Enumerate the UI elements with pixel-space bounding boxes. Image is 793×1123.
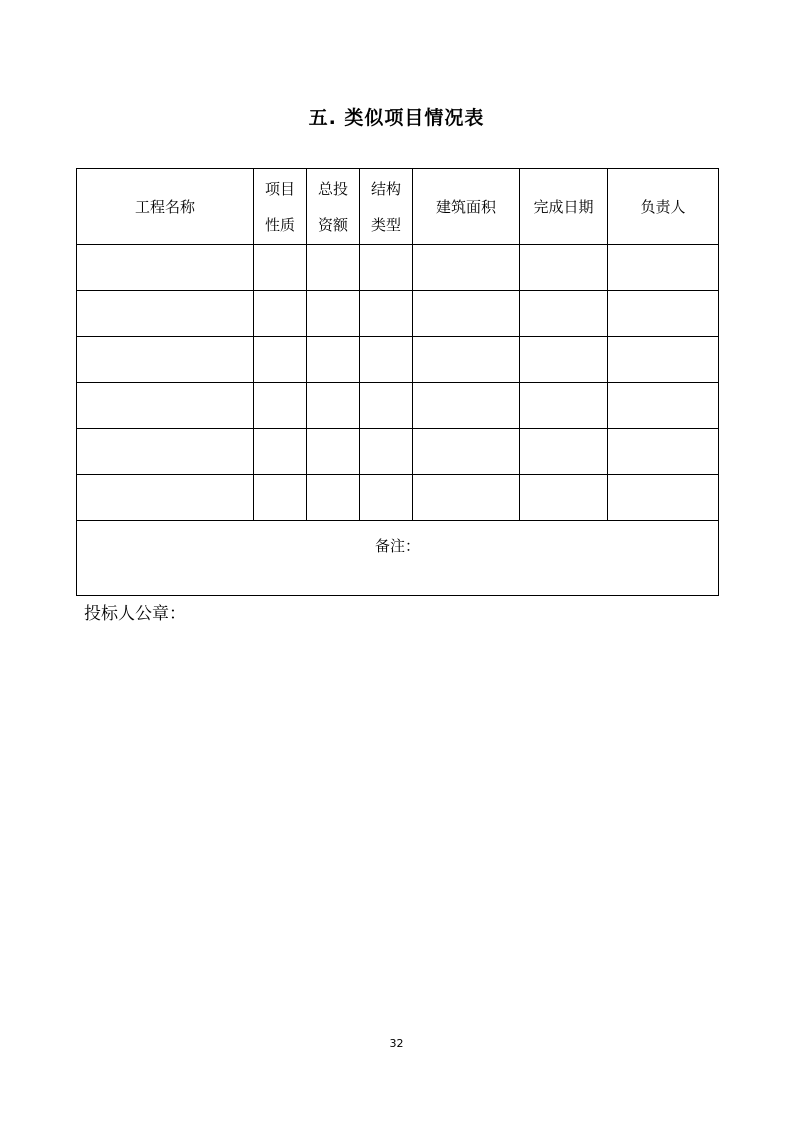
header-project-name: 工程名称	[77, 169, 254, 245]
page-title: 五. 类似项目情况表	[308, 107, 485, 129]
table-cell[interactable]	[307, 429, 360, 475]
table-row	[77, 429, 719, 475]
table-cell[interactable]	[413, 429, 520, 475]
table-cell[interactable]	[608, 383, 719, 429]
table-cell[interactable]	[608, 337, 719, 383]
table-cell[interactable]	[520, 475, 608, 521]
table-cell[interactable]	[608, 245, 719, 291]
table-cell[interactable]	[360, 291, 413, 337]
table-cell[interactable]	[413, 475, 520, 521]
table-cell[interactable]	[254, 429, 307, 475]
table-cell[interactable]	[254, 383, 307, 429]
similar-projects-table	[76, 168, 719, 596]
table-cell[interactable]	[77, 429, 254, 475]
table-cell[interactable]	[360, 383, 413, 429]
header-total-investment: 总投 资额	[307, 169, 360, 245]
table-cell[interactable]	[77, 245, 254, 291]
table-cell[interactable]	[254, 475, 307, 521]
table-cell[interactable]	[520, 245, 608, 291]
header-completion-date: 完成日期	[520, 169, 608, 245]
table-cell[interactable]	[360, 245, 413, 291]
remark-row	[77, 521, 719, 596]
table-cell[interactable]	[520, 291, 608, 337]
table-cell[interactable]	[413, 383, 520, 429]
header-project-nature: 项目 性质	[254, 169, 307, 245]
table-cell[interactable]	[413, 245, 520, 291]
table-cell[interactable]	[360, 475, 413, 521]
table-cell[interactable]	[307, 337, 360, 383]
table-header-row	[77, 169, 719, 245]
table-cell[interactable]	[254, 291, 307, 337]
table-cell[interactable]	[254, 245, 307, 291]
table-row	[77, 337, 719, 383]
table-cell[interactable]	[77, 291, 254, 337]
table-cell[interactable]	[520, 337, 608, 383]
remark-label: 备注：	[374, 537, 420, 555]
table-cell[interactable]	[77, 337, 254, 383]
table-cell[interactable]	[254, 337, 307, 383]
header-building-area: 建筑面积	[413, 169, 520, 245]
table-row	[77, 475, 719, 521]
table-cell[interactable]	[520, 383, 608, 429]
table-cell[interactable]	[307, 245, 360, 291]
header-structure-type: 结构 类型	[360, 169, 413, 245]
table-cell[interactable]	[520, 429, 608, 475]
table-row	[77, 383, 719, 429]
remark-cell[interactable]	[77, 521, 719, 596]
table-cell[interactable]	[307, 383, 360, 429]
table-cell[interactable]	[608, 429, 719, 475]
table-row	[77, 245, 719, 291]
table-cell[interactable]	[413, 291, 520, 337]
table-cell[interactable]	[608, 475, 719, 521]
table-cell[interactable]	[77, 383, 254, 429]
table-cell[interactable]	[608, 291, 719, 337]
table-cell[interactable]	[360, 429, 413, 475]
table-cell[interactable]	[307, 475, 360, 521]
bidder-seal-label: 投标人公章：	[84, 604, 186, 624]
header-person-in-charge: 负责人	[608, 169, 719, 245]
page-number: 32	[389, 1037, 404, 1050]
table-cell[interactable]	[413, 337, 520, 383]
table-cell[interactable]	[360, 337, 413, 383]
table-cell[interactable]	[307, 291, 360, 337]
table-cell[interactable]	[77, 475, 254, 521]
table-row	[77, 291, 719, 337]
